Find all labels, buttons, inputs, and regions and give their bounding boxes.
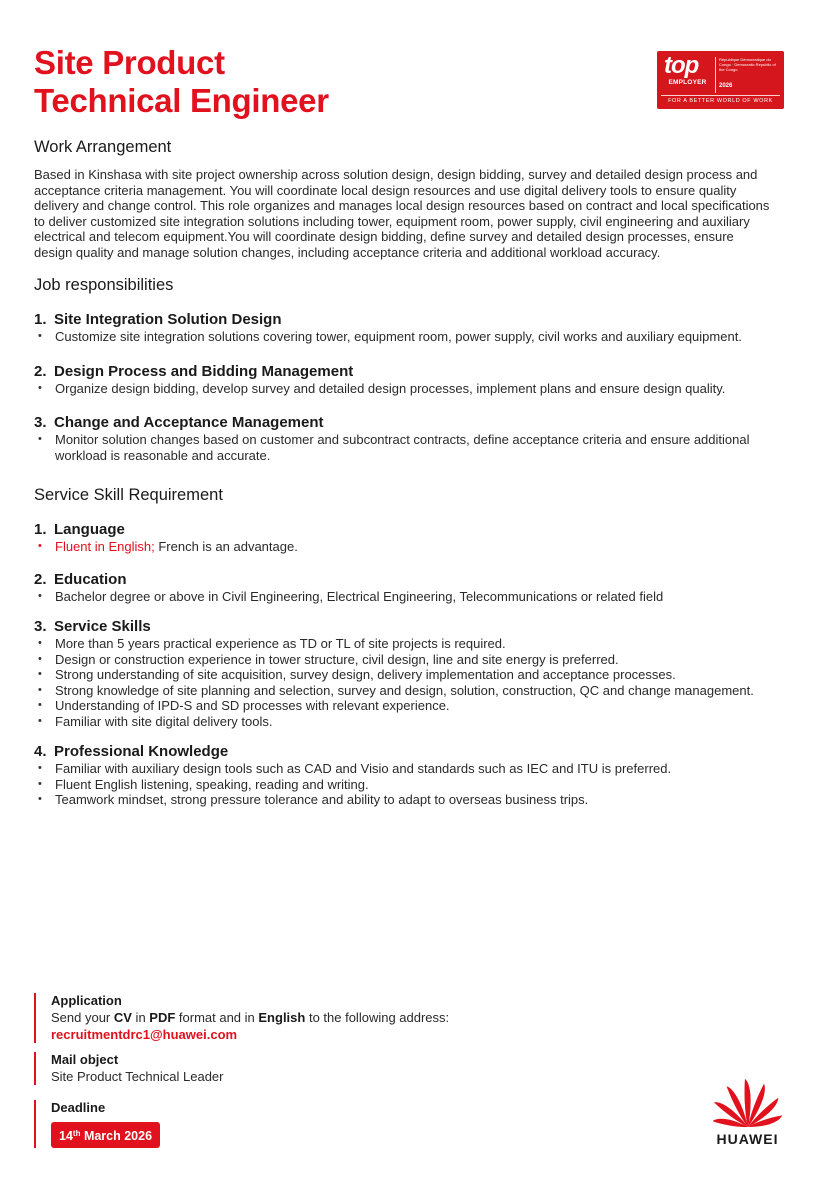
application-label: Application	[51, 993, 122, 1008]
badge-country: République Démocratique du Congo · Democratic Republic of the Congo	[719, 57, 776, 72]
deadline-section	[34, 1100, 594, 1148]
item-number: 2.	[34, 362, 47, 380]
title-line-1: Site Product	[34, 44, 225, 81]
responsibility-item	[34, 363, 774, 397]
item-number: 4.	[34, 743, 47, 760]
top-employer-badge	[657, 51, 784, 109]
bullet-item: • Familiar with auxiliary design tools such as CAD and Visio and standards such as IEC and ITU is preferred.	[34, 761, 774, 777]
bullet-item: • Teamwork mindset, strong pressure tolerance and ability to adapt to overseas business trips.	[34, 792, 774, 808]
cv-word: CV	[113, 1010, 132, 1025]
item-title: Education	[54, 570, 127, 588]
fluent-english: Fluent in English;	[55, 539, 155, 554]
item-title: Design Process and Bidding Management	[54, 362, 354, 380]
item-number: 2.	[34, 570, 47, 588]
badge-top-word: top	[664, 52, 699, 79]
title-line-2: Technical Engineer	[34, 82, 329, 119]
main-content	[34, 137, 774, 820]
mail-object-label: Mail object	[51, 1052, 119, 1067]
responsibility-item	[34, 311, 774, 345]
item-title: Site Integration Solution Design	[54, 311, 282, 328]
bullet-item: • Customize site integration solutions covering tower, equipment room, power supply, civil works and auxiliary equipment.	[34, 329, 774, 345]
huawei-wordmark: HUAWEI	[716, 1131, 779, 1147]
responsibilities-list	[34, 311, 774, 463]
work-arrangement-heading: Work Arrangement	[34, 138, 172, 156]
mail-object-block	[34, 1052, 594, 1085]
bullet-item: • Familiar with site digital delivery tools.	[34, 714, 774, 730]
french-advantage: French is an advantage.	[154, 539, 298, 554]
bullet-item: • Monitor solution changes based on customer and subcontract contracts, define acceptance criteria and ensure additional workload is reasonable and accurate.	[34, 432, 774, 463]
responsibilities-heading: Job responsibilities	[34, 276, 174, 294]
pdf-word: PDF	[149, 1010, 176, 1025]
item-number: 3.	[34, 618, 47, 635]
skill-item-education	[34, 571, 774, 605]
mail-object-value: Site Product Technical Leader	[51, 1069, 224, 1084]
application-block	[34, 993, 594, 1043]
skill-item-language	[34, 521, 774, 555]
responsibility-item	[34, 414, 774, 463]
item-number: 3.	[34, 414, 47, 431]
page-title	[34, 44, 329, 120]
badge-rule	[661, 95, 780, 96]
bullet-item: • Strong knowledge of site planning and selection, survey and design, solution, construction, QC and change management.	[34, 683, 774, 699]
item-number: 1.	[34, 311, 47, 328]
badge-year: 2026	[719, 83, 733, 89]
bullet-item: • Organize design bidding, develop survey and detailed design processes, implement plans and ensure design quality.	[34, 381, 774, 397]
deadline-label: Deadline	[51, 1100, 106, 1115]
item-number: 1.	[34, 521, 47, 538]
bullet-item: • Strong understanding of site acquisition, survey design, delivery implementation and acceptance processes.	[34, 667, 774, 683]
work-arrangement-text: Based in Kinshasa with site project ownership across solution design, design bidding, survey and detailed design process and acceptance criteria management. You will coordinate local design resources and use digital delivery tools to ensure quality delivery and change control. This role organizes and manages local design resources based on contract and local specifications to deliver customized site integration solutions including tower, equipment room, power supply, civil engineering and auxiliary electrical and telecom equipment.You will coordinate design bidding, define survey and detailed design processes, ensure design quality and manage solution changes, including acceptance criteria and additional workload accuracy.	[34, 167, 770, 260]
bullet-item: • Bachelor degree or above in Civil Engineering, Electrical Engineering, Telecommunications or related field	[34, 589, 774, 605]
item-title: Language	[54, 521, 125, 538]
bullet-item: • Fluent English listening, speaking, reading and writing.	[34, 777, 774, 793]
huawei-logo	[710, 1073, 785, 1153]
skills-heading: Service Skill Requirement	[34, 486, 223, 504]
application-section	[34, 993, 594, 1043]
mail-object-section	[34, 1052, 594, 1085]
skill-item-professional	[34, 743, 774, 808]
badge-tagline: FOR A BETTER WORLD OF WORK	[668, 98, 773, 104]
item-title: Change and Acceptance Management	[54, 414, 324, 431]
application-instructions: Send your CV in PDF format and in English to the following address:	[51, 1010, 450, 1025]
application-email-link[interactable]: recruitmentdrc1@huawei.com	[51, 1027, 238, 1042]
bullet-item: • Understanding of IPD-S and SD processes with relevant experience.	[34, 698, 774, 714]
deadline-block	[34, 1100, 594, 1148]
badge-divider	[715, 57, 716, 93]
item-title: Service Skills	[54, 618, 151, 635]
bullet-item: • Design or construction experience in tower structure, civil design, line and site energy is preferred.	[34, 652, 774, 668]
bullet-item: • More than 5 years practical experience as TD or TL of site projects is required.	[34, 636, 774, 652]
deadline-date: 14th March 2026	[51, 1122, 160, 1148]
badge-employer: EMPLOYER	[668, 79, 707, 86]
skills-list	[34, 521, 774, 808]
english-word: English	[258, 1010, 306, 1025]
bullet-item	[34, 539, 774, 555]
item-title: Professional Knowledge	[54, 743, 229, 760]
huawei-flower-icon	[713, 1073, 783, 1129]
skill-item-service	[34, 618, 774, 729]
